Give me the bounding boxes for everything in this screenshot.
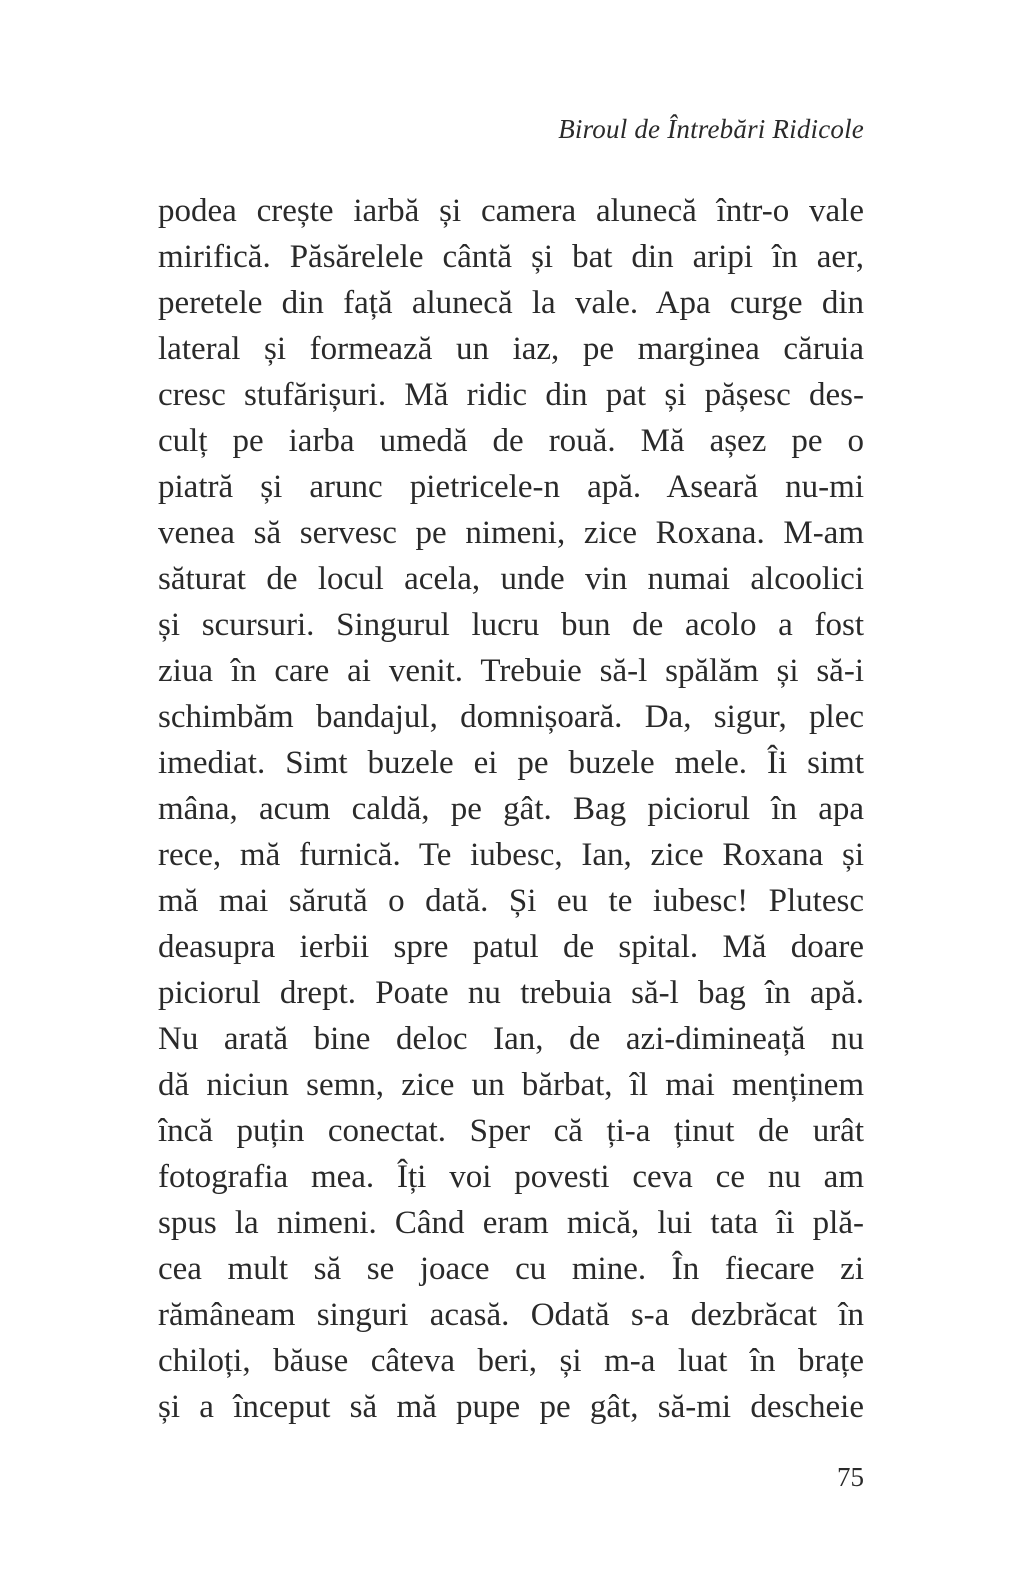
text-line: cea mult să se joace cu mine. În fiecare zi [158,1251,864,1287]
text-line: chiloți, băuse câteva beri, și m-a luat în brațe [158,1343,864,1379]
text-line: piciorul drept. Poate nu trebuia să-l bag în apă. [158,975,864,1011]
text-line: culț pe iarba umedă de rouă. Mă așez pe o [158,423,864,459]
text-line: încă puțin conectat. Sper că ți-a ținut de urât [158,1113,864,1149]
body-text [158,188,864,1430]
text-line: podea crește iarbă și camera alunecă într-o vale [158,193,864,229]
text-line: deasupra ierbii spre patul de spital. Mă doare [158,929,864,965]
text-line: săturat de locul acela, unde vin numai alcoolici [158,561,864,597]
text-line: venea să servesc pe nimeni, zice Roxana. M-am [158,515,864,551]
text-line: și scursuri. Singurul lucru bun de acolo a fost [158,607,864,643]
running-header-title: Biroul de Întrebări Ridicole [558,114,864,144]
text-line: imediat. Simt buzele ei pe buzele mele. Îi simt [158,745,864,781]
text-line: piatră și arunc pietricele-n apă. Aseară nu-mi [158,469,864,505]
text-line: cresc stufărișuri. Mă ridic din pat și pășesc des- [158,377,864,413]
text-line: schimbăm bandajul, domnișoară. Da, sigur, plec [158,699,864,735]
text-line: mirifică. Păsărelele cântă și bat din aripi în aer, [158,239,864,275]
text-line: lateral și formează un iaz, pe marginea căruia [158,331,864,367]
text-line: fotografia mea. Îți voi povesti ceva ce nu am [158,1159,864,1195]
text-line: peretele din față alunecă la vale. Apa curge din [158,285,864,321]
text-line: mă mai sărută o dată. Și eu te iubesc! Plutesc [158,883,864,919]
text-line: mâna, acum caldă, pe gât. Bag piciorul în apa [158,791,864,827]
text-line: dă niciun semn, zice un bărbat, îl mai menținem [158,1067,864,1103]
text-line: Nu arată bine deloc Ian, de azi-dimineață nu [158,1021,864,1057]
text-line: și a început să mă pupe pe gât, să-mi descheie [158,1389,864,1425]
page-number: 75 [837,1462,864,1492]
text-line: rece, mă furnică. Te iubesc, Ian, zice Roxana și [158,837,864,873]
text-line: rămâneam singuri acasă. Odată s-a dezbrăcat în [158,1297,864,1333]
text-line: spus la nimeni. Când eram mică, lui tata îi plă- [158,1205,864,1241]
text-line: ziua în care ai venit. Trebuie să-l spălăm și să-i [158,653,864,689]
